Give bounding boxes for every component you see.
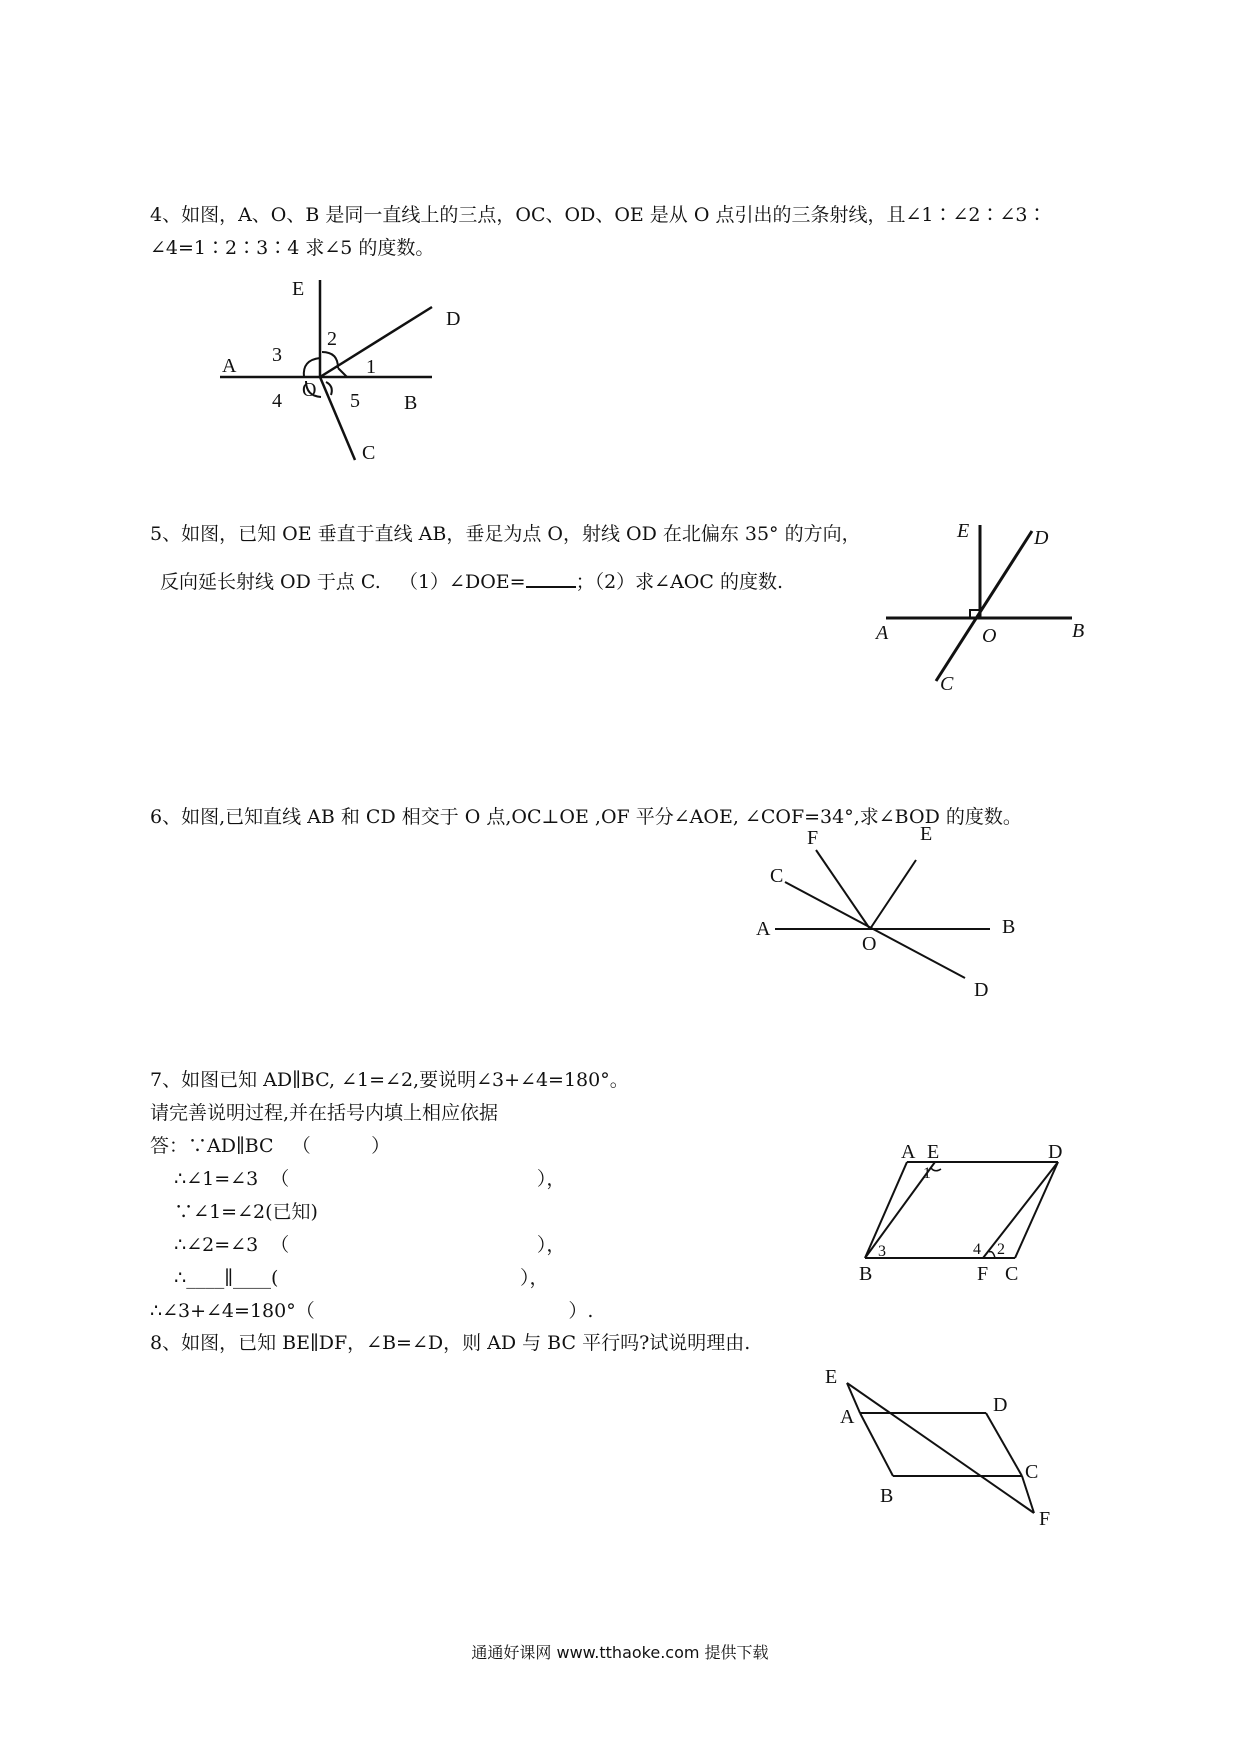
- q7-label-E: E: [927, 1142, 940, 1163]
- q8-text-line1: 8、如图，已知 BE∥DF，∠B=∠D，则 AD 与 BC 平行吗?试说明理由.: [150, 1332, 751, 1354]
- q6-label-C: C: [770, 865, 784, 887]
- q8-label-A: A: [840, 1406, 855, 1428]
- q5-answer-blank[interactable]: [526, 570, 576, 588]
- q7-angle-4: 4: [973, 1241, 981, 1258]
- q6-label-O: O: [862, 933, 877, 955]
- q5-label-D: D: [1034, 527, 1049, 549]
- q4-label-E: E: [292, 278, 305, 300]
- q7-proof-step-1: 答：∵AD∥BC （ ）: [150, 1135, 391, 1157]
- q6-label-F: F: [807, 827, 819, 849]
- q5-line2-end: ；（2）求∠AOC 的度数.: [575, 571, 783, 593]
- q5-label-B: B: [1072, 620, 1085, 642]
- q6-label-A: A: [756, 918, 771, 940]
- q7-proof-step-2: ∴∠1=∠3 （ ），: [150, 1168, 566, 1190]
- q6-figure: [750, 820, 1030, 1000]
- q7-proof-step-6: ∴∠3+∠4=180°（ ）.: [150, 1300, 594, 1322]
- q6-label-E: E: [920, 823, 933, 845]
- q5-figure: [870, 515, 1110, 715]
- q7-text-line1: 7、如图已知 AD∥BC, ∠1=∠2,要说明∠3+∠4=180°。: [150, 1069, 629, 1091]
- q5-label-C: C: [940, 673, 954, 695]
- q4-angle-5: 5: [350, 390, 360, 412]
- q5-text-line2: [160, 570, 783, 594]
- q4-text-line1: 4、如图，A、O、B 是同一直线上的三点，OC、OD、OE 是从 O 点引出的三条射线，且∠1∶∠2∶∠3∶: [150, 204, 1047, 226]
- q7-proof-step-4: ∴∠2=∠3 （ ），: [150, 1234, 566, 1256]
- q5-label-E: E: [957, 520, 970, 542]
- q7-angle-3: 3: [878, 1243, 886, 1260]
- q4-figure: [210, 270, 470, 470]
- q5-label-O: O: [982, 625, 997, 647]
- q8-figure: [815, 1365, 1055, 1545]
- q5-text-line1: 5、如图，已知 OE 垂直于直线 AB，垂足为点 O，射线 OD 在北偏东 35° 的方向，: [150, 523, 861, 545]
- q5-line2-start: 反向延长射线 OD 于点 C. （1）∠DOE=: [160, 571, 526, 593]
- q4-angle-2: 2: [327, 328, 337, 350]
- q4-label-O: O: [302, 379, 317, 401]
- q5-label-A: A: [876, 622, 889, 644]
- q8-label-C: C: [1025, 1461, 1039, 1483]
- q7-text-line2: 请完善说明过程,并在括号内填上相应依据: [150, 1102, 499, 1124]
- q7-label-D: D: [1048, 1142, 1063, 1163]
- q4-angle-4: 4: [272, 390, 282, 412]
- q7-proof-step-5: ∴____∥____( ），: [150, 1267, 549, 1289]
- q4-angle-3: 3: [272, 344, 282, 366]
- q4-label-C: C: [362, 442, 376, 464]
- q4-label-D: D: [446, 308, 461, 330]
- q6-label-D: D: [974, 979, 989, 1000]
- q4-label-B: B: [404, 392, 418, 414]
- q8-label-D: D: [993, 1394, 1008, 1416]
- q7-label-C: C: [1005, 1263, 1019, 1285]
- q6-text-line1: 6、如图,已知直线 AB 和 CD 相交于 O 点,OC⊥OE ,OF 平分∠AOE, ∠COF=34°,求∠BOD 的度数。: [150, 806, 1022, 828]
- q7-angle-2: 2: [997, 1241, 1005, 1258]
- q7-label-B: B: [859, 1263, 873, 1285]
- q6-label-B: B: [1002, 916, 1016, 938]
- q7-angle-1: 1: [923, 1165, 931, 1182]
- q8-label-F: F: [1039, 1508, 1051, 1530]
- q4-angle-1: 1: [366, 356, 376, 378]
- q7-label-F: F: [977, 1263, 989, 1285]
- q8-label-B: B: [880, 1485, 894, 1507]
- q8-label-E: E: [825, 1366, 838, 1388]
- q7-figure: [845, 1142, 1075, 1302]
- q7-proof-step-3: ∵∠1=∠2(已知): [150, 1201, 318, 1223]
- q4-label-A: A: [222, 355, 237, 377]
- footer-text: 通通好课网 www.tthaoke.com 提供下载: [471, 1643, 769, 1662]
- q4-text-line2: ∠4=1∶2∶3∶4 求∠5 的度数。: [150, 237, 435, 259]
- q7-label-A: A: [901, 1142, 916, 1163]
